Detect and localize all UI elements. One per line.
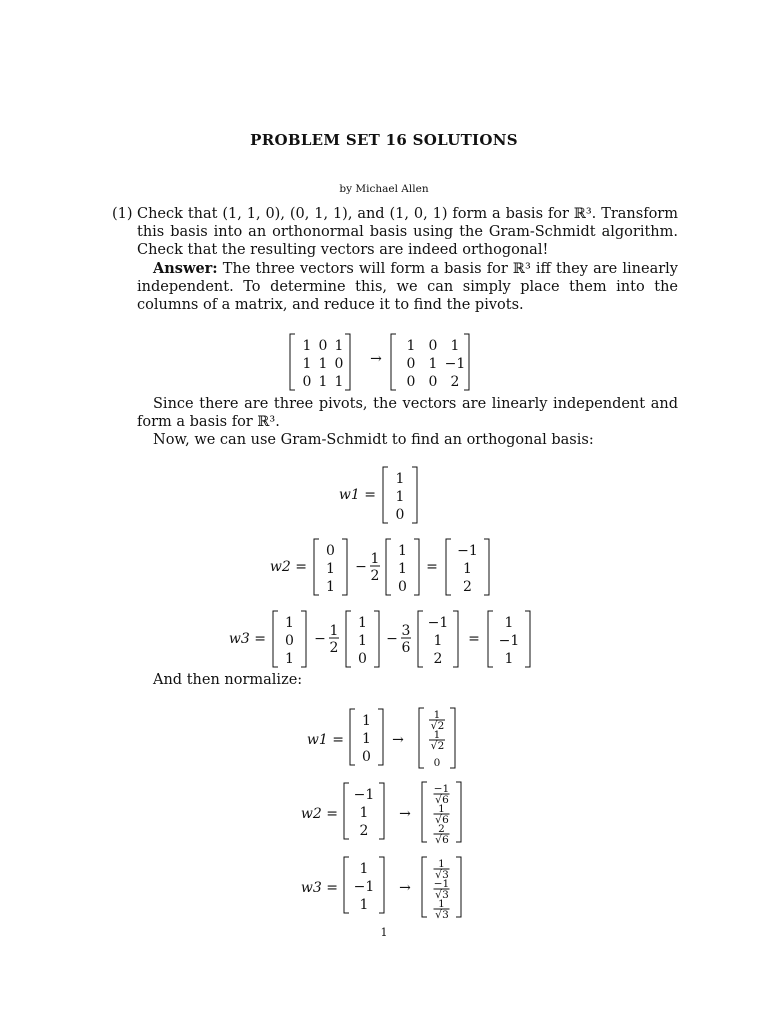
problem-text: Check that (1, 1, 0), (0, 1, 1), and (1, 0, 1) form a basis for ℝ³. Transform this basis into an orthonormal basis using the Gram-Schmidt algorithm. Check that the resulting vectors are indeed orthogonal!	[137, 206, 678, 258]
n2-normalized-sqrt: √	[435, 814, 442, 826]
w3-v110-left-bracket	[346, 611, 351, 667]
n3-vector-right-bracket	[379, 857, 384, 913]
w2-v110-entry: 1	[398, 561, 407, 577]
w1-vector-entry: 1	[395, 489, 405, 505]
matrix-b-entry: 1	[428, 356, 438, 372]
w3-v110-right-bracket	[374, 611, 379, 667]
n2-normalized-sqrt: √	[435, 834, 442, 846]
n2-normalized-numerator: −1	[433, 783, 450, 795]
w2-result-entry: −1	[457, 543, 478, 559]
arrow: →	[370, 351, 382, 367]
w2-result-left-bracket	[446, 539, 451, 595]
w3-result-left-bracket	[488, 611, 493, 667]
n2-arrow: →	[399, 806, 411, 822]
w3-label: w3 =	[228, 631, 266, 647]
w2-v110-left-bracket	[386, 539, 391, 595]
w3-w2-vector-entry: 1	[433, 633, 443, 649]
n1-vector-entry: 0	[362, 749, 371, 765]
w3-result-entry: 1	[504, 651, 514, 667]
n1-normalized-numerator: 1	[433, 729, 441, 741]
gram-schmidt-text: Now, we can use Gram-Schmidt to find an orthogonal basis:	[153, 432, 594, 448]
matrix-a-entry: 1	[318, 374, 328, 390]
n1-label: w1 =	[306, 732, 344, 748]
n2-vector-entry: −1	[353, 787, 375, 803]
w3-w2-vector-left-bracket	[418, 611, 423, 667]
w2-v110-right-bracket	[414, 539, 419, 595]
w3-minus-1: −	[314, 631, 326, 647]
w2-frac-1-2-denominator: 2	[370, 568, 380, 584]
matrix-a-entry: 1	[334, 374, 344, 390]
w3-w2-vector-right-bracket	[453, 611, 458, 667]
matrix-a-entry: 0	[302, 374, 312, 390]
w2-result-entry: 2	[463, 579, 472, 595]
w3-frac-1-2-numerator: 1	[329, 623, 339, 639]
matrix-b-entry: 0	[428, 374, 438, 390]
n2-normalized-numerator: 2	[438, 823, 445, 835]
n3-normalized-numerator: 1	[438, 898, 445, 910]
matrix-a-entry: 1	[302, 356, 312, 372]
n1-normalized-denominator: 2	[437, 740, 445, 752]
matrix-b-entry: 0	[406, 356, 416, 372]
n1-vector-entry: 1	[362, 731, 371, 747]
n2-normalized-denominator: 6	[442, 814, 449, 826]
w3-result-entry: −1	[498, 633, 520, 649]
page-number: 1	[380, 926, 388, 939]
w3-frac-3-6-numerator: 3	[401, 623, 411, 639]
matrix-a-left-bracket	[290, 334, 295, 390]
n3-normalized-numerator: 1	[438, 858, 445, 870]
w3-frac-1-2-denominator: 2	[329, 640, 339, 656]
n2-normalized-denominator: 6	[442, 834, 449, 846]
answer-text: The three vectors will form a basis for ℝ³ iff they are linearly independent. To determine this, we can simply place them into the columns of a matrix, and reduce it to find the pivots.	[137, 261, 678, 313]
n2-normalized-sqrt: √	[435, 794, 442, 806]
n1-vector-left-bracket	[350, 709, 355, 765]
n3-vector-entry: −1	[353, 879, 375, 895]
normalize-text: And then normalize:	[153, 672, 303, 688]
paper-title: PROBLEM SET 16 SOLUTIONS	[250, 131, 518, 149]
matrix-b-entry: 0	[406, 374, 416, 390]
pivots-text: Since there are three pivots, the vectors are linearly independent and form a basis for ℝ³.	[137, 396, 678, 430]
w3-v101-left-bracket	[273, 611, 278, 667]
matrix-a-entry: 0	[318, 338, 328, 354]
matrix-b-entry: 0	[428, 338, 438, 354]
n2-vector-entry: 2	[359, 823, 369, 839]
w2-v011-entry: 1	[326, 579, 335, 595]
w2-minus: −	[355, 559, 367, 575]
w3-v101-right-bracket	[301, 611, 306, 667]
n3-normalized-numerator: −1	[433, 878, 450, 890]
w2-v011-left-bracket	[314, 539, 319, 595]
w1-vector-right-bracket	[412, 467, 417, 523]
n2-vector-left-bracket	[344, 783, 349, 839]
answer-label: Answer:	[153, 260, 218, 277]
w3-v110-entry: 1	[358, 615, 367, 631]
w2-v110-entry: 1	[398, 543, 407, 559]
w2-v110-entry: 0	[398, 579, 407, 595]
author-line: by Michael Allen	[339, 183, 429, 195]
n3-normalized-denominator: 3	[442, 889, 449, 901]
matrix-b-entry: 1	[406, 338, 416, 354]
matrix-b-entry: 2	[450, 374, 460, 390]
w3-v101-entry: 0	[285, 633, 294, 649]
n2-normalized-denominator: 6	[442, 794, 449, 806]
n3-label: w3 =	[300, 880, 338, 896]
w3-w2-vector-entry: −1	[427, 615, 449, 631]
matrix-a-entry: 1	[318, 356, 328, 372]
w3-result-right-bracket	[525, 611, 530, 667]
n3-arrow: →	[399, 880, 411, 896]
matrix-a-entry: 1	[334, 338, 344, 354]
w2-v011-entry: 0	[326, 543, 335, 559]
w1-vector-left-bracket	[383, 467, 388, 523]
w2-frac-1-2-numerator: 1	[370, 551, 380, 567]
n3-normalized-sqrt: √	[435, 889, 442, 901]
n2-normalized-left-bracket	[422, 782, 427, 842]
w1-vector-entry: 1	[395, 471, 405, 487]
n1-normalized-denominator: 2	[437, 720, 445, 732]
matrix-b-entry: 1	[450, 338, 460, 354]
w2-result-entry: 1	[463, 561, 472, 577]
matrix-b-entry: −1	[444, 356, 466, 372]
n1-normalized-sqrt: √	[430, 740, 438, 752]
w3-v101-entry: 1	[285, 651, 294, 667]
n1-normalized-numerator: 1	[433, 709, 441, 721]
n2-label: w2 =	[300, 806, 338, 822]
n1-arrow: →	[392, 732, 404, 748]
w2-v011-entry: 1	[326, 561, 335, 577]
n1-vector-entry: 1	[362, 713, 371, 729]
w3-frac-3-6-denominator: 6	[401, 640, 411, 656]
matrix-a-entry: 0	[334, 356, 344, 372]
w3-result-entry: 1	[504, 615, 514, 631]
n3-normalized-left-bracket	[422, 857, 427, 917]
n2-normalized-right-bracket	[456, 782, 461, 842]
n2-normalized-numerator: 1	[438, 803, 445, 815]
matrix-a-entry: 1	[302, 338, 312, 354]
matrix-b-left-bracket	[391, 334, 396, 390]
w2-v011-right-bracket	[342, 539, 347, 595]
w3-v101-entry: 1	[285, 615, 294, 631]
w1-vector-entry: 0	[395, 507, 405, 523]
n3-normalized-right-bracket	[456, 857, 461, 917]
n1-vector-right-bracket	[378, 709, 383, 765]
problem-number: (1)	[112, 206, 133, 222]
n1-normalized-entry: 0	[433, 757, 441, 769]
w3-v110-entry: 1	[358, 633, 367, 649]
w3-w2-vector-entry: 2	[433, 651, 443, 667]
w3-equals: =	[468, 631, 480, 647]
n3-normalized-sqrt: √	[435, 869, 442, 881]
w2-result-right-bracket	[484, 539, 489, 595]
n3-normalized-denominator: 3	[442, 869, 449, 881]
n3-normalized-sqrt: √	[435, 909, 442, 921]
n1-normalized-left-bracket	[419, 708, 424, 768]
n2-vector-entry: 1	[359, 805, 369, 821]
n2-vector-right-bracket	[379, 783, 384, 839]
n3-vector-entry: 1	[359, 861, 369, 877]
matrix-a-right-bracket	[345, 334, 350, 390]
w3-v110-entry: 0	[358, 651, 367, 667]
w1-label: w1 =	[338, 487, 376, 503]
n3-vector-entry: 1	[359, 897, 369, 913]
w2-equals: =	[426, 559, 438, 575]
w3-minus-2: −	[386, 631, 398, 647]
n1-normalized-sqrt: √	[430, 720, 438, 732]
n3-normalized-denominator: 3	[442, 909, 449, 921]
n1-normalized-right-bracket	[450, 708, 455, 768]
w2-label: w2 =	[269, 559, 307, 575]
n3-vector-left-bracket	[344, 857, 349, 913]
